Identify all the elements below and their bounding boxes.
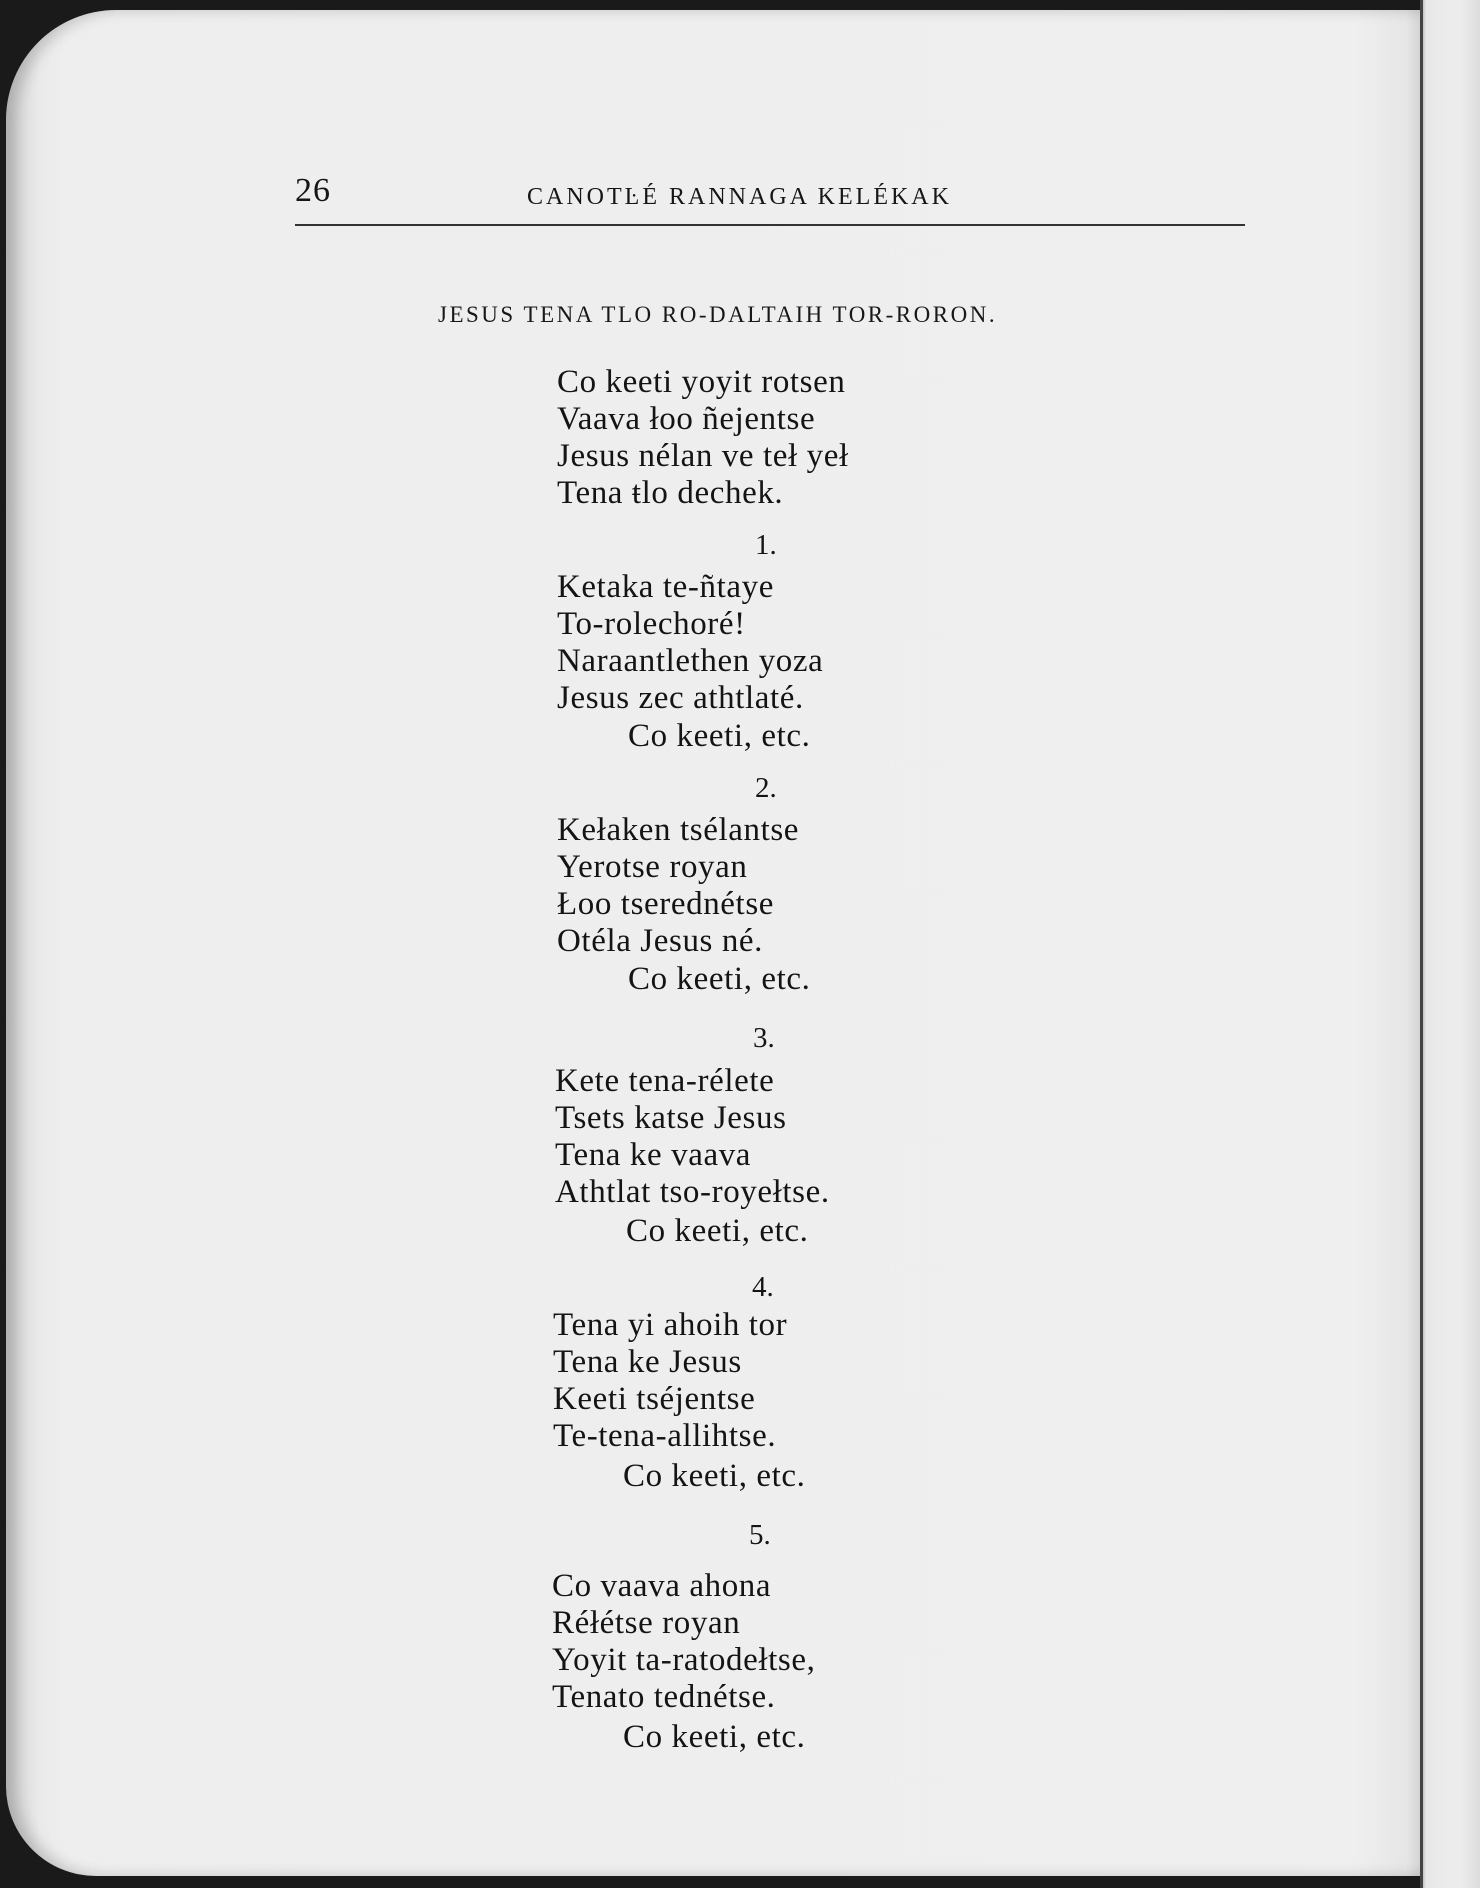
verse-line: Tena ke vaava bbox=[555, 1137, 752, 1173]
refrain-line: Vaava łoo ñejentse bbox=[557, 401, 816, 437]
verse-line: Łoo tserednétse bbox=[557, 886, 775, 922]
facing-page-edge bbox=[1420, 0, 1480, 1888]
refrain-line: Jesus nélan ve teł yeł bbox=[557, 438, 849, 474]
verse-number: 3. bbox=[753, 1022, 775, 1054]
chorus-reference: Co keeti, etc. bbox=[626, 1213, 809, 1249]
verse-number: 1. bbox=[755, 529, 777, 561]
verse-line: Tena yi ahoih tor bbox=[553, 1307, 788, 1343]
verse-line: To-rolechoré! bbox=[557, 606, 746, 642]
verse-line: Yoyit ta-ratodełtse, bbox=[552, 1642, 816, 1678]
verse-line: Tenato tednétse. bbox=[552, 1679, 776, 1715]
verse-line: Kełaken tsélantse bbox=[557, 812, 800, 848]
page-number: 26 bbox=[295, 172, 331, 209]
verse-line: Athtlat tso-royełtse. bbox=[555, 1174, 830, 1210]
verse-line: Te-tena-allihtse. bbox=[553, 1418, 777, 1454]
chorus-reference: Co keeti, etc. bbox=[628, 961, 811, 997]
hymn-title: JESUS TENA TLO RO-DALTAIH TOR-RORON. bbox=[438, 302, 998, 327]
verse-number: 4. bbox=[752, 1271, 774, 1303]
refrain-line: Tena ŧlo dechek. bbox=[557, 475, 784, 511]
running-head bbox=[295, 172, 1245, 226]
book-spine bbox=[1420, 0, 1423, 1888]
verse-line: Kete tena-rélete bbox=[555, 1063, 775, 1099]
verse-line: Tena ke Jesus bbox=[553, 1344, 742, 1380]
verse-line: Otéla Jesus né. bbox=[557, 923, 764, 959]
chorus-reference: Co keeti, etc. bbox=[623, 1458, 806, 1494]
verse-line: Jesus zec athtlaté. bbox=[557, 680, 804, 716]
verse-line: Ketaka te-ñtaye bbox=[557, 569, 774, 605]
refrain-line: Co keeti yoyit rotsen bbox=[557, 364, 846, 400]
verse-number: 2. bbox=[755, 772, 777, 804]
verse-line: Yerotse royan bbox=[557, 849, 748, 885]
verse-line: Keeti tséjentse bbox=[553, 1381, 756, 1417]
chorus-reference: Co keeti, etc. bbox=[628, 718, 811, 754]
verse-line: Réłétse royan bbox=[552, 1605, 741, 1641]
verse-line: Naraantlethen yoza bbox=[557, 643, 824, 679]
chorus-reference: Co keeti, etc. bbox=[623, 1719, 806, 1755]
running-title: CANOTĿÉ RANNAGA KELÉKAK bbox=[527, 184, 952, 210]
verse-number: 5. bbox=[749, 1519, 771, 1551]
verse-line: Tsets katse Jesus bbox=[555, 1100, 787, 1136]
verse-line: Co vaava ahona bbox=[552, 1568, 772, 1604]
